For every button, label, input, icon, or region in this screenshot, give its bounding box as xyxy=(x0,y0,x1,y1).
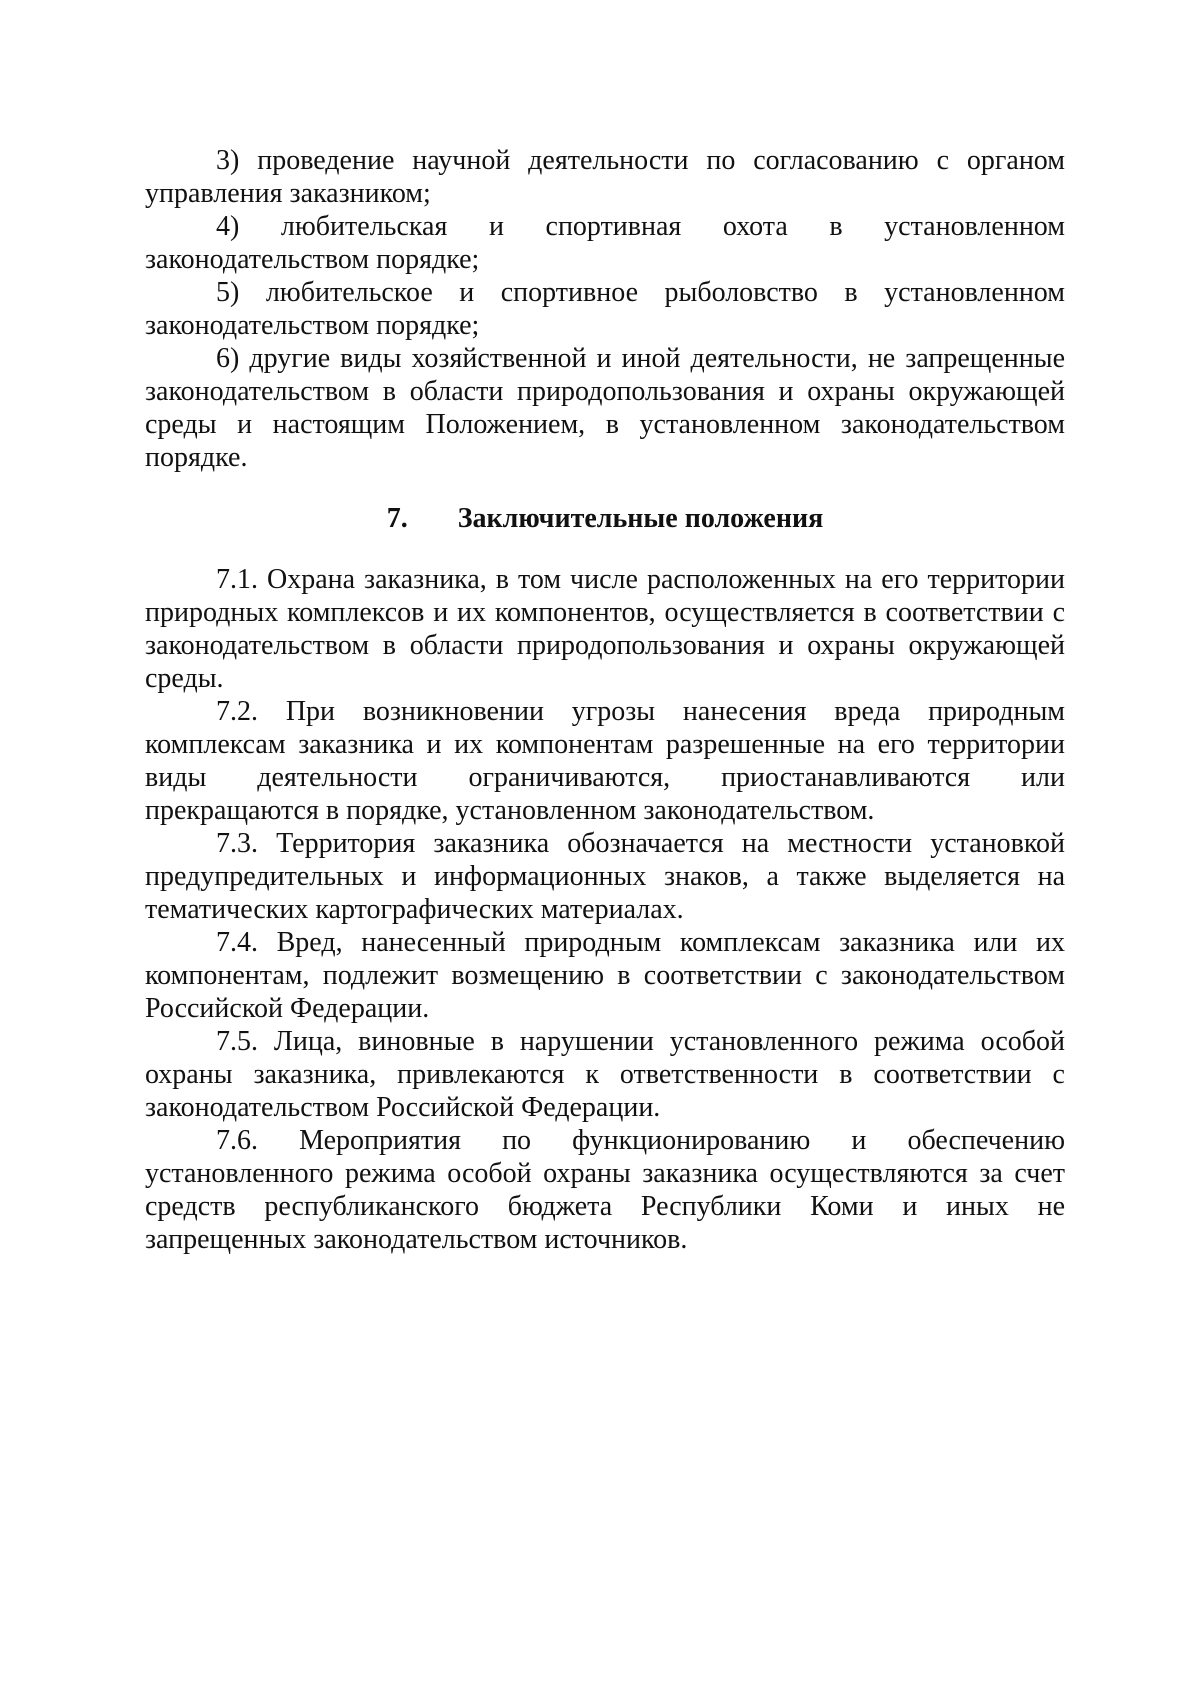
document-body xyxy=(145,144,1065,1256)
clause-7-6: 7.6. Мероприятия по функционированию и обеспечению установленного режима особой охраны заказника осуществляются за счет средств республиканского бюджета Республики Коми и иных не запрещенных законодательством источников. xyxy=(145,1125,1065,1255)
section-number: 7. xyxy=(386,503,408,534)
clause-7-2: 7.2. При возникновении угрозы нанесения вреда природным комплексам заказника и их компонентам разрешенные на его территории виды деятельности ограничиваются, приостанавливаются или прекращаются в порядке, установленном законодательством. xyxy=(145,696,1065,826)
clause-7-4: 7.4. Вред, нанесенный природным комплексам заказника или их компонентам, подлежит возмещению в соответствии с законодательством Российской Федерации. xyxy=(145,927,1065,1024)
list-item-3: 3) проведение научной деятельности по согласованию с органом управления заказником; xyxy=(145,145,1065,209)
list-item-5: 5) любительское и спортивное рыболовство в установленном законодательством порядке; xyxy=(145,277,1065,341)
clause-7-3: 7.3. Территория заказника обозначается на местности установкой предупредительных и информационных знаков, а также выделяется на тематических картографических материалах. xyxy=(145,828,1065,925)
clause-7-5: 7.5. Лица, виновные в нарушении установленного режима особой охраны заказника, привлекаются к ответственности в соответствии с законодательством Российской Федерации. xyxy=(145,1026,1065,1123)
clause-7-1: 7.1. Охрана заказника, в том числе расположенных на его территории природных комплексов и их компонентов, осуществляется в соответствии с законодательством в области природопользования и охраны окружающей среды. xyxy=(145,564,1065,694)
list-item-4: 4) любительская и спортивная охота в установленном законодательством порядке; xyxy=(145,211,1065,275)
section-heading xyxy=(145,502,1065,535)
section-title: Заключительные положения xyxy=(457,503,824,534)
list-item-6: 6) другие виды хозяйственной и иной деятельности, не запрещенные законодательством в области природопользования и охраны окружающей среды и настоящим Положением, в установленном законодательством порядке. xyxy=(145,343,1065,473)
